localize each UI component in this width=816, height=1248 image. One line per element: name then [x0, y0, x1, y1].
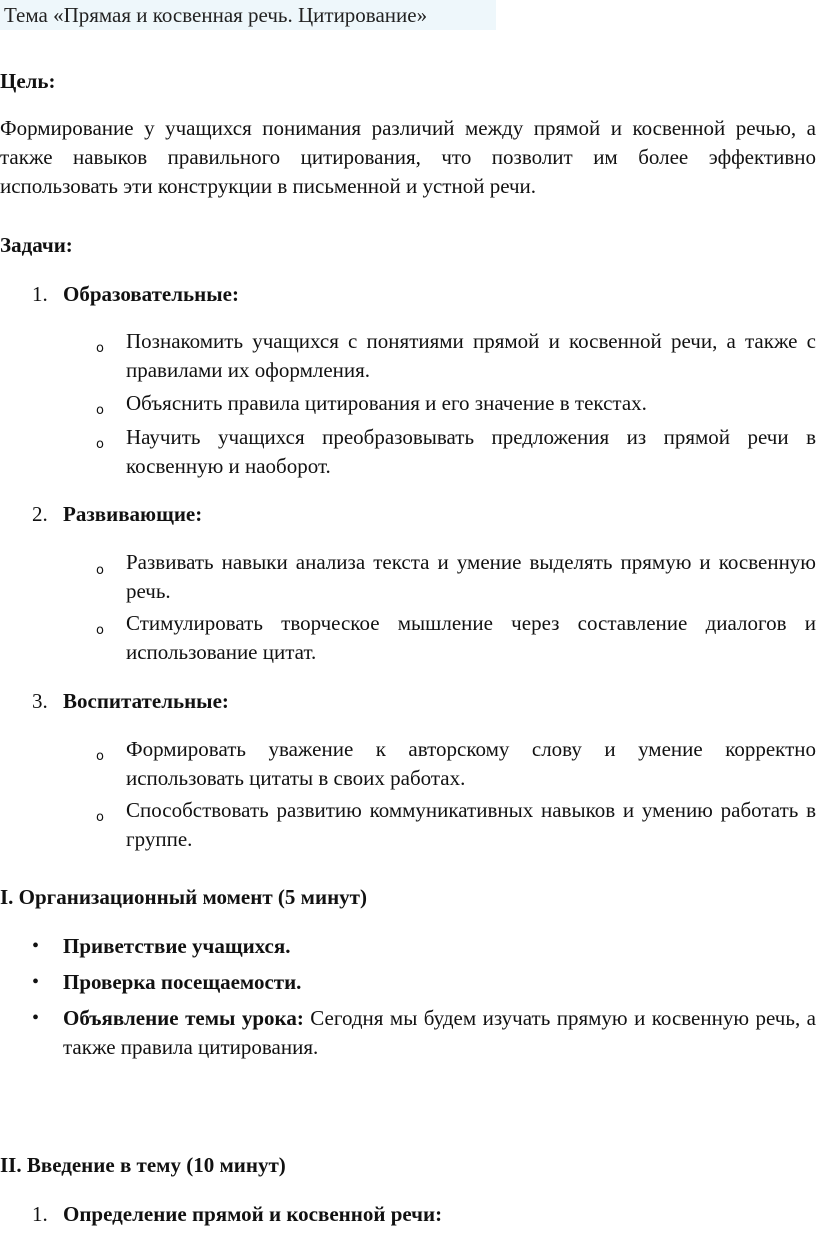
sub-bullet-marker: o [96, 810, 104, 825]
section-item-number: 1. [32, 1202, 48, 1226]
list-item: Объяснить правила цитирования и его значение в текстах. [126, 391, 647, 415]
sub-bullet-marker: o [96, 437, 104, 452]
section-heading: II. Введение в тему (10 минут) [0, 1153, 286, 1177]
sub-bullet-marker: o [96, 749, 104, 764]
bullet-marker: • [32, 1007, 40, 1029]
list-item: Научить учащихся преобразовывать предложения из прямой речи в косвенную и наоборот. [126, 425, 816, 478]
task-group-number: 3. [32, 689, 48, 713]
section-item-label: Определение прямой и косвенной речи: [63, 1202, 443, 1226]
document-title: Тема «Прямая и косвенная речь. Цитирование» [4, 3, 428, 27]
task-group-label: Развивающие: [63, 502, 203, 526]
bullet-item: Приветствие учащихся. [63, 934, 291, 958]
sub-bullet-marker: o [96, 341, 104, 356]
list-item: Формировать уважение к авторскому слову и умение корректно использовать цитаты в своих работах. [126, 737, 816, 790]
task-group-number: 2. [32, 502, 48, 526]
sub-bullet-marker: o [96, 563, 104, 578]
task-group-label: Воспитательные: [63, 689, 229, 713]
goal-text: Формирование у учащихся понимания различий между прямой и косвенной речью, а также навыков правильного цитирования, что позволит им более эффективно использовать эти конструкции в письменной и устной речи. [0, 116, 816, 198]
bullet-marker: • [32, 971, 40, 993]
bullet-item-text: Сегодня мы будем изучать прямую и косвенную речь, а также правила цитирования. [63, 1006, 816, 1059]
list-item: Развивать навыки анализа текста и умение выделять прямую и косвенную речь. [126, 550, 816, 603]
list-item: Стимулировать творческое мышление через составление диалогов и использование цитат. [126, 611, 816, 664]
sub-bullet-marker: o [96, 403, 104, 418]
task-group-number: 1. [32, 282, 48, 306]
section-heading: I. Организационный момент (5 минут) [0, 885, 367, 909]
list-item: Познакомить учащихся с понятиями прямой и косвенной речи, а также с правилами их оформления. [126, 329, 816, 382]
bullet-item [63, 1004, 816, 1062]
task-group-label: Образовательные: [63, 282, 239, 306]
sub-bullet-marker: o [96, 623, 104, 638]
bullet-item-lead: Объявление темы урока: [63, 1006, 304, 1030]
bullet-marker: • [32, 935, 40, 957]
list-item: Способствовать развитию коммуникативных навыков и умению работать в группе. [126, 798, 816, 851]
bullet-item: Проверка посещаемости. [63, 970, 302, 994]
tasks-heading: Задачи: [0, 233, 73, 257]
goal-heading: Цель: [0, 69, 56, 93]
